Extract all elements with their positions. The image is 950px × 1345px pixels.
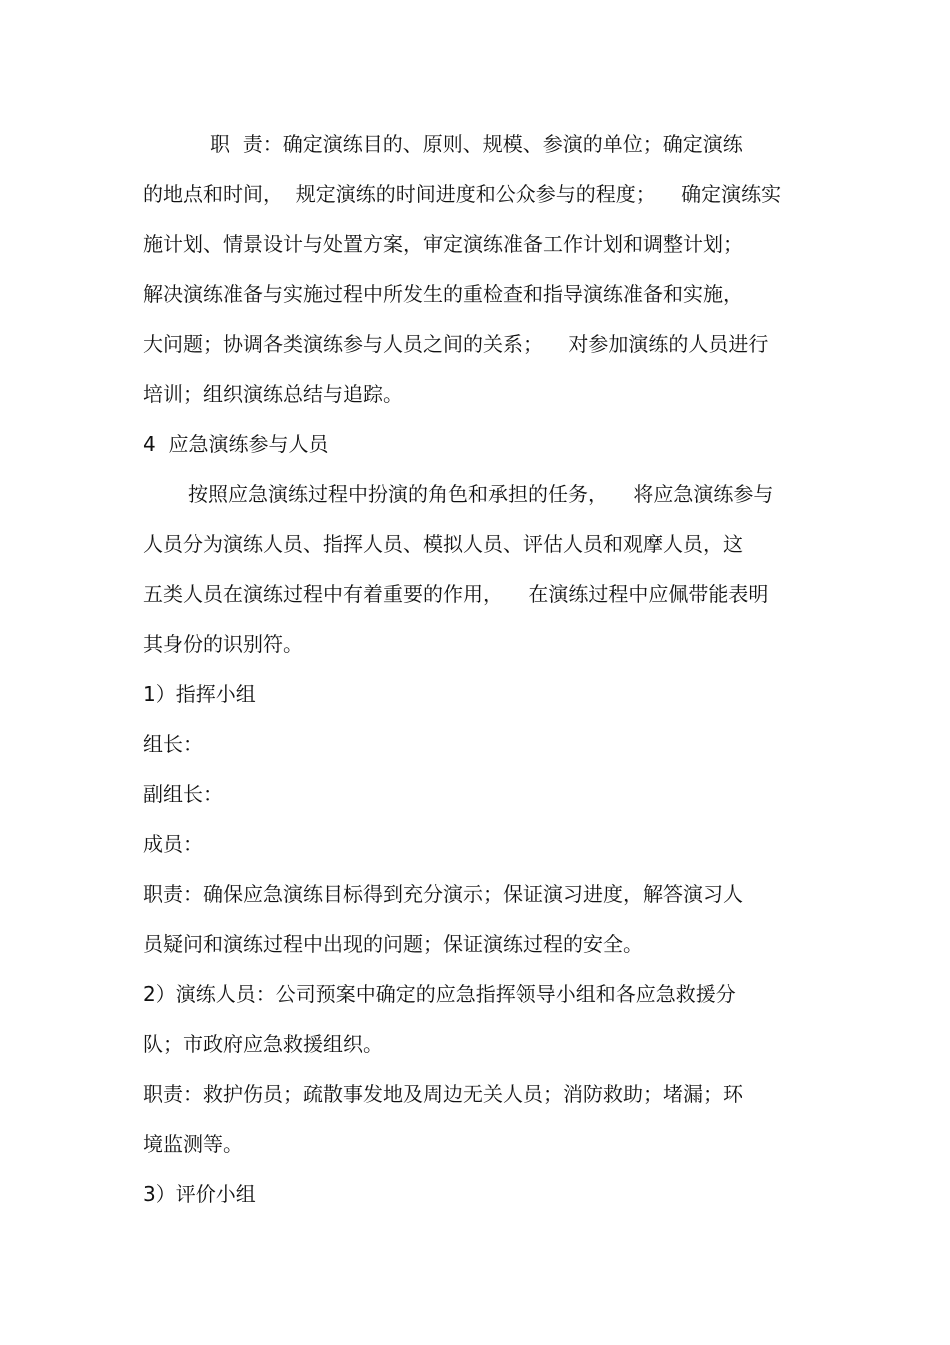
text-line: 员疑问和演练过程中出现的问题；保证演练过程的安全。 — [143, 932, 643, 956]
section-heading: 4 应急演练参与人员 — [143, 432, 329, 456]
text-line: 境监测等。 — [143, 1132, 243, 1156]
text-line: 组长： — [143, 732, 203, 756]
text-line: 五类人员在演练过程中有着重要的作用， 在演练过程中应佩带能表明 — [143, 582, 769, 606]
text-line: 职责：救护伤员；疏散事发地及周边无关人员；消防救助；堵漏；环 — [143, 1082, 743, 1106]
text-line: 职 责：确定演练目的、原则、规模、参演的单位；确定演练 — [210, 132, 743, 156]
subsection-heading: 1）指挥小组 — [143, 682, 256, 706]
text-line: 按照应急演练过程中扮演的角色和承担的任务， 将应急演练参与 — [188, 482, 774, 506]
text-line: 其身份的识别符。 — [143, 632, 303, 656]
text-line: 大问题；协调各类演练参与人员之间的关系； 对参加演练的人员进行 — [143, 332, 769, 356]
text-line: 人员分为演练人员、指挥人员、模拟人员、评估人员和观摩人员，这 — [143, 532, 743, 556]
text-line: 队；市政府应急救援组织。 — [143, 1032, 383, 1056]
text-line: 施计划、情景设计与处置方案，审定演练准备工作计划和调整计划； — [143, 232, 743, 256]
subsection-heading: 2）演练人员：公司预案中确定的应急指挥领导小组和各应急救援分 — [143, 982, 736, 1006]
text-line: 解决演练准备与实施过程中所发生的重检查和指导演练准备和实施， — [143, 282, 743, 306]
text-line: 职责：确保应急演练目标得到充分演示；保证演习进度，解答演习人 — [143, 882, 743, 906]
text-line: 培训；组织演练总结与追踪。 — [143, 382, 403, 406]
text-line: 的地点和时间， 规定演练的时间进度和公众参与的程度； 确定演练实 — [143, 182, 782, 206]
subsection-heading: 3）评价小组 — [143, 1182, 256, 1206]
text-line: 成员： — [143, 832, 203, 856]
text-line: 副组长： — [143, 782, 223, 806]
